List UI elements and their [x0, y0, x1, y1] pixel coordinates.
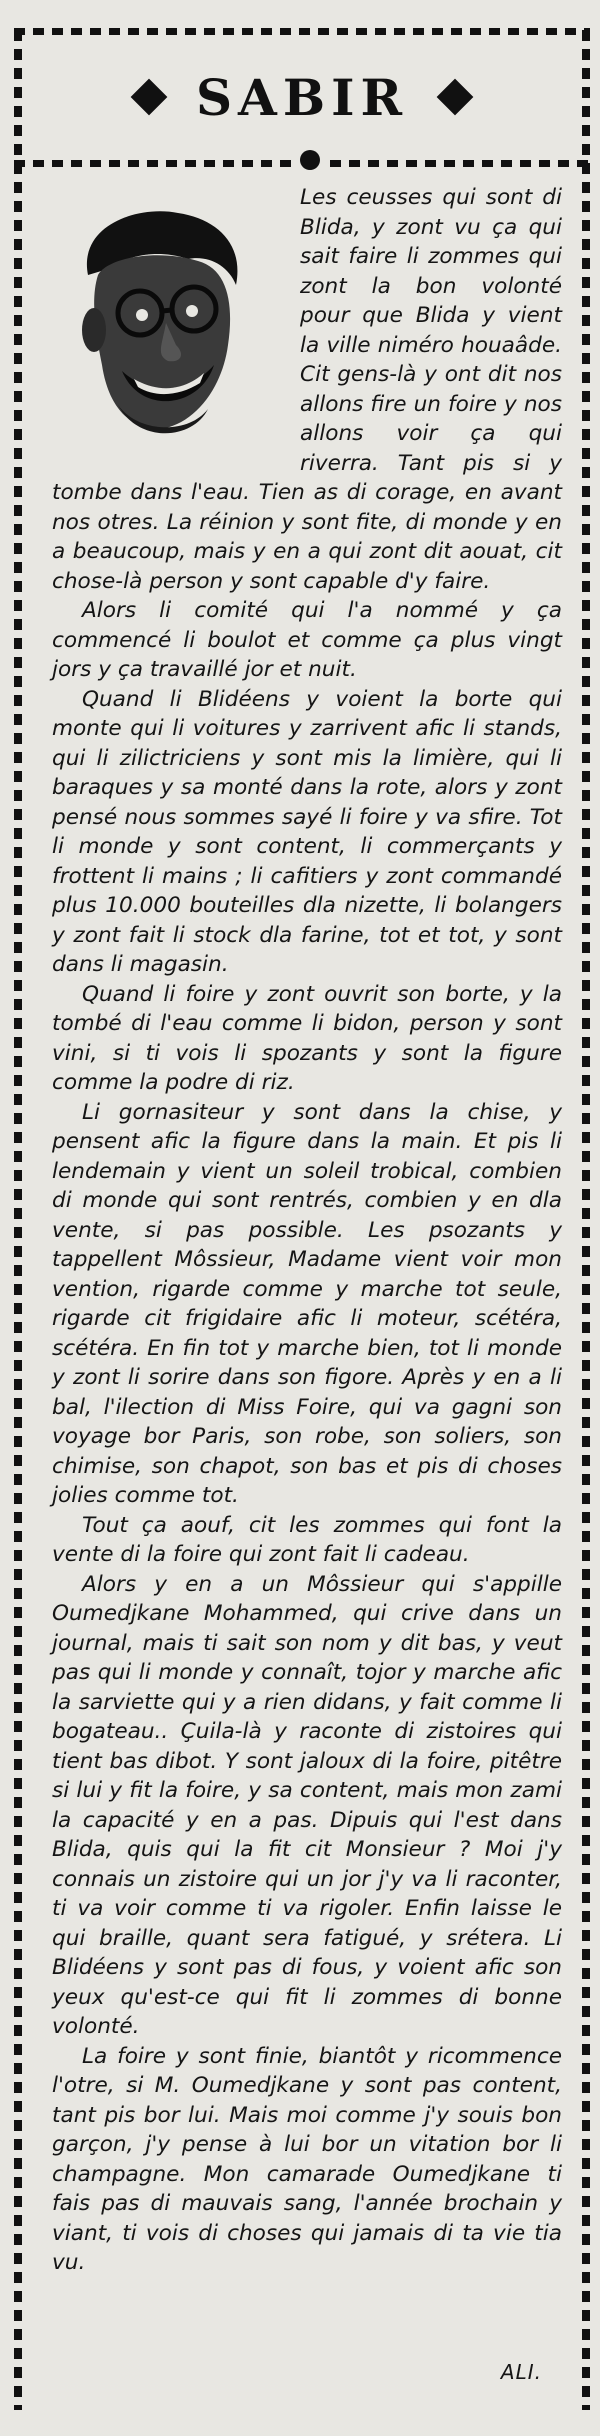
- top-dashed-border: [14, 28, 590, 35]
- left-dashed-border: [14, 30, 22, 2410]
- header-divider-right: [330, 160, 590, 167]
- article-paragraph: Alors li comité qui l'a nommé y ça commencé li boulot et comme ça plus vingt jors y ça travaillé jor et nuit.: [52, 598, 562, 682]
- article-paragraph: Les ceusses qui sont di Blida, y zont vu ça qui sait faire li zommes qui zont la bon volonté pour que Blida y vient la ville niméro houaâde. Cit gens-là y ont dit nos allons fire un foire y nos allons voir ça qui riverra. Tant pis si y tombe dans l'eau. Tien as di corage, en avant nos otres. La réinion y sont fite, di monde y en a beaucoup, mais y en a qui zont dit aouat, cit chose-là person y sont capable d'y faire.: [52, 185, 562, 594]
- diamond-right-icon: [437, 79, 474, 116]
- article-paragraph: Li gornasiteur y sont dans la chise, y pensent afic la figure dans la main. Et pis li lendemain y vient un soleil trobical, combien di monde qui sont rentrés, combien y en dla vente, si pas possible. Les psozants y tappellent Môssieur, Madame vient voir mon vention, rigarde comme y marche tot seule, rigarde cit frigidaire afic li moteur, scétéra, scétéra. En fin tot y marche bien, tot li monde y zont li sorire dans son figore. Après y en a li bal, l'ilection di Miss Foire, qui va gagni son voyage bor Paris, son robe, son soliers, son chimise, son chapot, son bas et pis di choses jolies comme tot.: [52, 1099, 562, 1508]
- article-paragraph: Quand li Blidéens y voient la borte qui monte qui li voitures y zarrivent afic li stands, qui li zilictriciens y sont mis la limière, qui li baraques y sa monté dans la rote, alors y zont pensé nous sommes sayé li foire y va sfire. Tot li monde y sont content, li commerçants y frottent li mains ; li cafitiers y zont commandé plus 10.000 bouteilles dla nizette, li bolangers y zont fait li stock dla farine, tot et tot, y sont dans li magasin.: [52, 686, 562, 977]
- author-signature: ALI.: [500, 2360, 542, 2384]
- masthead: [22, 52, 582, 142]
- divider-bullet-icon: [300, 150, 320, 170]
- article-paragraph: La foire y sont finie, biantôt y ricommence l'otre, si M. Oumedjkane y sont pas content, tant pis bor lui. Mais moi comme j'y souis bon garçon, j'y pense à lui bor un vitation bor li champagne. Mon camarade Oumedjkane ti fais pas di mauvais sang, l'année brochain y viant, ti vois di choses qui jamais di ta vie tia vu.: [52, 2043, 562, 2275]
- diamond-left-icon: [131, 79, 168, 116]
- article-body: [52, 183, 562, 2383]
- article-paragraph: Tout ça aouf, cit les zommes qui font la vente di la foire qui zont fait li cadeau.: [52, 1512, 562, 1567]
- column-title: SABIR: [195, 67, 409, 127]
- illustration-space: [52, 183, 300, 473]
- article-paragraph: Alors y en a un Môssieur qui s'appille Oumedjkane Mohammed, qui crive dans un journal, mais ti sait son nom y dit bas, y veut pas qui li monde y connaît, tojor y marche afic la sarviette qui y a rien didans, y fait comme li bogateau.. Çuila-là y raconte di zistoires qui tient bas dibot. Y sont jaloux di la foire, pitêtre si lui y fit la foire, y sa content, mais mon zami la capacité y en a pas. Dipuis qui l'est dans Blida, quis qui la fit cit Monsieur ? Moi j'y connais un zistoire qui un jor j'y va li raconter, ti va voir comme ti va rigoler. Enfin laisse le qui braille, quant sera fatigué, y srétera. Li Blidéens y sont pas di fous, y voient afic son yeux qu'est-ce qui fit li zommes di bonne volonté.: [52, 1571, 562, 2039]
- article-paragraph: Quand li foire y zont ouvrit son borte, y la tombé di l'eau comme li bidon, person y sont vini, si ti vois li spozants y sont la figure comme la podre di riz.: [52, 981, 562, 1095]
- header-divider-left: [14, 160, 292, 167]
- right-dashed-border: [582, 30, 590, 2410]
